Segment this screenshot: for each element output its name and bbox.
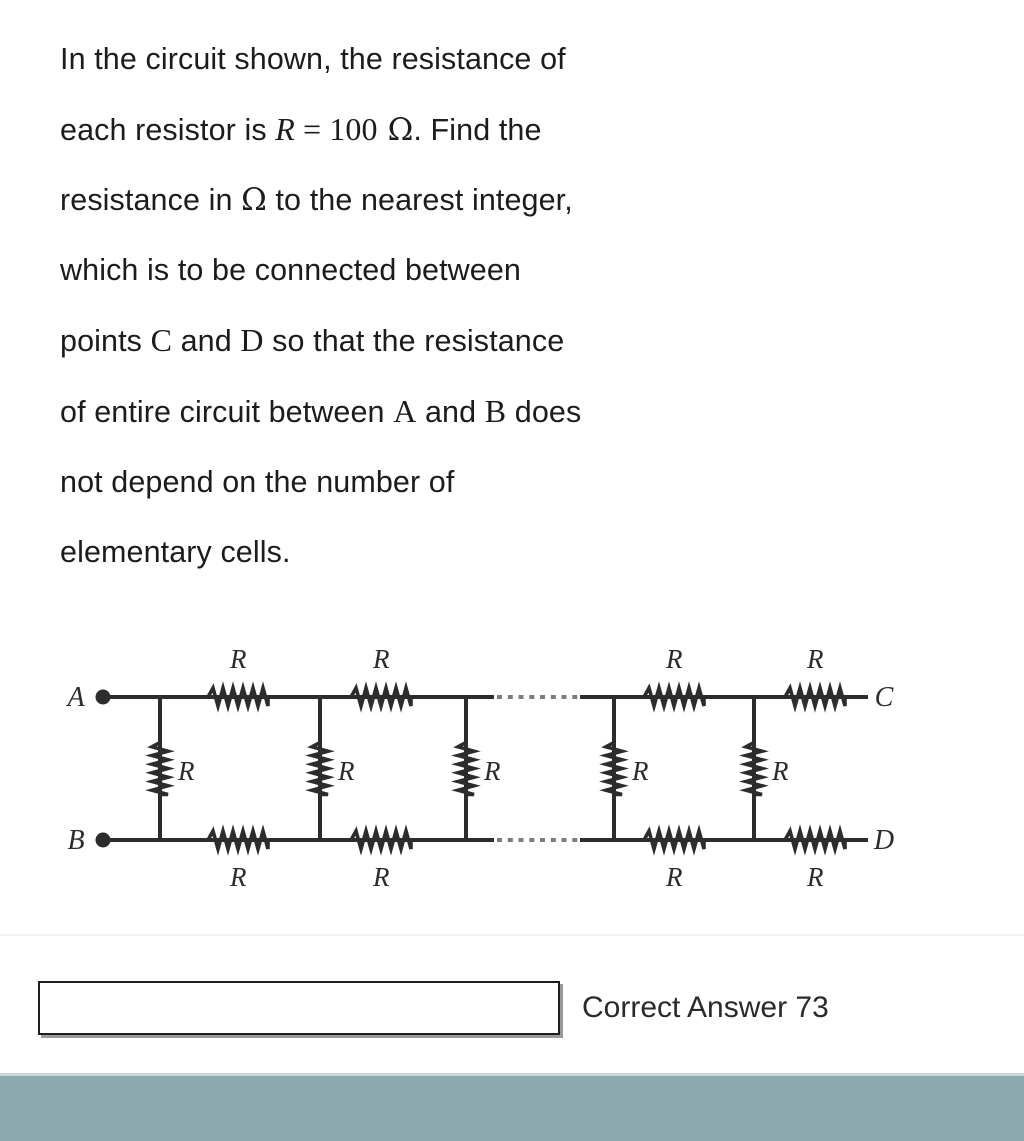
question-text-segment: elementary cells. [60, 535, 291, 569]
ellipsis-bottom [497, 838, 577, 842]
circuit-diagram [0, 628, 1024, 918]
question-line [60, 305, 890, 376]
ellipsis-dot [572, 838, 577, 842]
question-text-segment: does [506, 395, 582, 429]
question-text-segment: B [484, 393, 507, 429]
question-line [60, 447, 890, 517]
ellipsis-dot [497, 695, 502, 699]
ellipsis-dot [540, 838, 545, 842]
question-text-segment: C [150, 322, 173, 358]
resistor-label-bottom: R [807, 862, 824, 892]
ellipsis-dot [572, 695, 577, 699]
question-text-segment: points [60, 324, 151, 358]
question-text-segment: not depend on the number of [60, 465, 455, 499]
terminal-label-C: C [874, 682, 894, 713]
ellipsis-dot [497, 838, 502, 842]
resistor-label-bottom: R [373, 862, 390, 892]
ellipsis-top [497, 695, 577, 699]
ellipsis-dot [508, 838, 513, 842]
question-line [60, 94, 890, 165]
resistor-label-top: R [807, 644, 824, 674]
question-text-segment: = [294, 111, 330, 147]
ellipsis-dot [529, 695, 534, 699]
resistor-label-shunt: R [338, 756, 355, 786]
question-text-segment: 100 [329, 111, 378, 147]
answer-row [38, 975, 938, 1041]
terminal-label-D: D [873, 825, 895, 856]
correct-answer-label: Correct Answer 73 [582, 991, 829, 1024]
question-text-segment: each resistor is [60, 113, 276, 147]
resistor-label-top: R [373, 644, 390, 674]
terminal-node-B [96, 833, 111, 848]
question-text-segment: and [416, 395, 485, 429]
question-line [60, 165, 890, 235]
question-text-segment: Ω [377, 112, 414, 148]
resistor-label-bottom: R [666, 862, 683, 892]
question-text-segment: A [393, 393, 417, 429]
question-text-segment: Ω [241, 182, 267, 218]
terminal-label-B: B [67, 825, 85, 856]
toolbar-highlight [0, 1073, 1024, 1076]
question-text-segment: D [240, 322, 264, 358]
ellipsis-dot [551, 838, 556, 842]
question-text-segment: and [172, 324, 241, 358]
ellipsis-dot [508, 695, 513, 699]
ellipsis-dot [562, 695, 567, 699]
question-text-segment: resistance in [60, 183, 242, 217]
ellipsis-dot [529, 838, 534, 842]
question-text-segment: which is to be connected between [60, 253, 521, 287]
question-text-segment: . Find the [413, 113, 542, 147]
question-line [60, 517, 890, 587]
answer-input[interactable] [38, 981, 560, 1035]
question-text-block [60, 24, 890, 587]
circuit-svg [0, 628, 1024, 918]
ellipsis-dot [519, 838, 524, 842]
bottom-toolbar[interactable] [0, 1073, 1024, 1141]
resistor-label-shunt: R [484, 756, 501, 786]
question-text-segment: so that the resistance [263, 324, 565, 358]
ellipsis-dot [540, 695, 545, 699]
resistor-label-top: R [666, 644, 683, 674]
question-text-segment: In the circuit shown, the resistance of [60, 42, 566, 76]
ellipsis-dot [551, 695, 556, 699]
question-line [60, 24, 890, 94]
question-text-segment: of entire circuit between [60, 395, 394, 429]
terminal-node-A [96, 690, 111, 705]
resistor-label-shunt: R [632, 756, 649, 786]
resistor-label-top: R [230, 644, 247, 674]
ellipsis-dot [562, 838, 567, 842]
resistor-label-shunt: R [772, 756, 789, 786]
resistor-label-shunt: R [178, 756, 195, 786]
question-text-segment: to the nearest integer, [266, 183, 573, 217]
question-text-segment: R [275, 111, 295, 147]
question-line [60, 235, 890, 305]
question-line [60, 376, 890, 447]
resistor-label-bottom: R [230, 862, 247, 892]
section-divider [0, 934, 1024, 936]
ellipsis-dot [519, 695, 524, 699]
terminal-label-A: A [67, 682, 85, 713]
